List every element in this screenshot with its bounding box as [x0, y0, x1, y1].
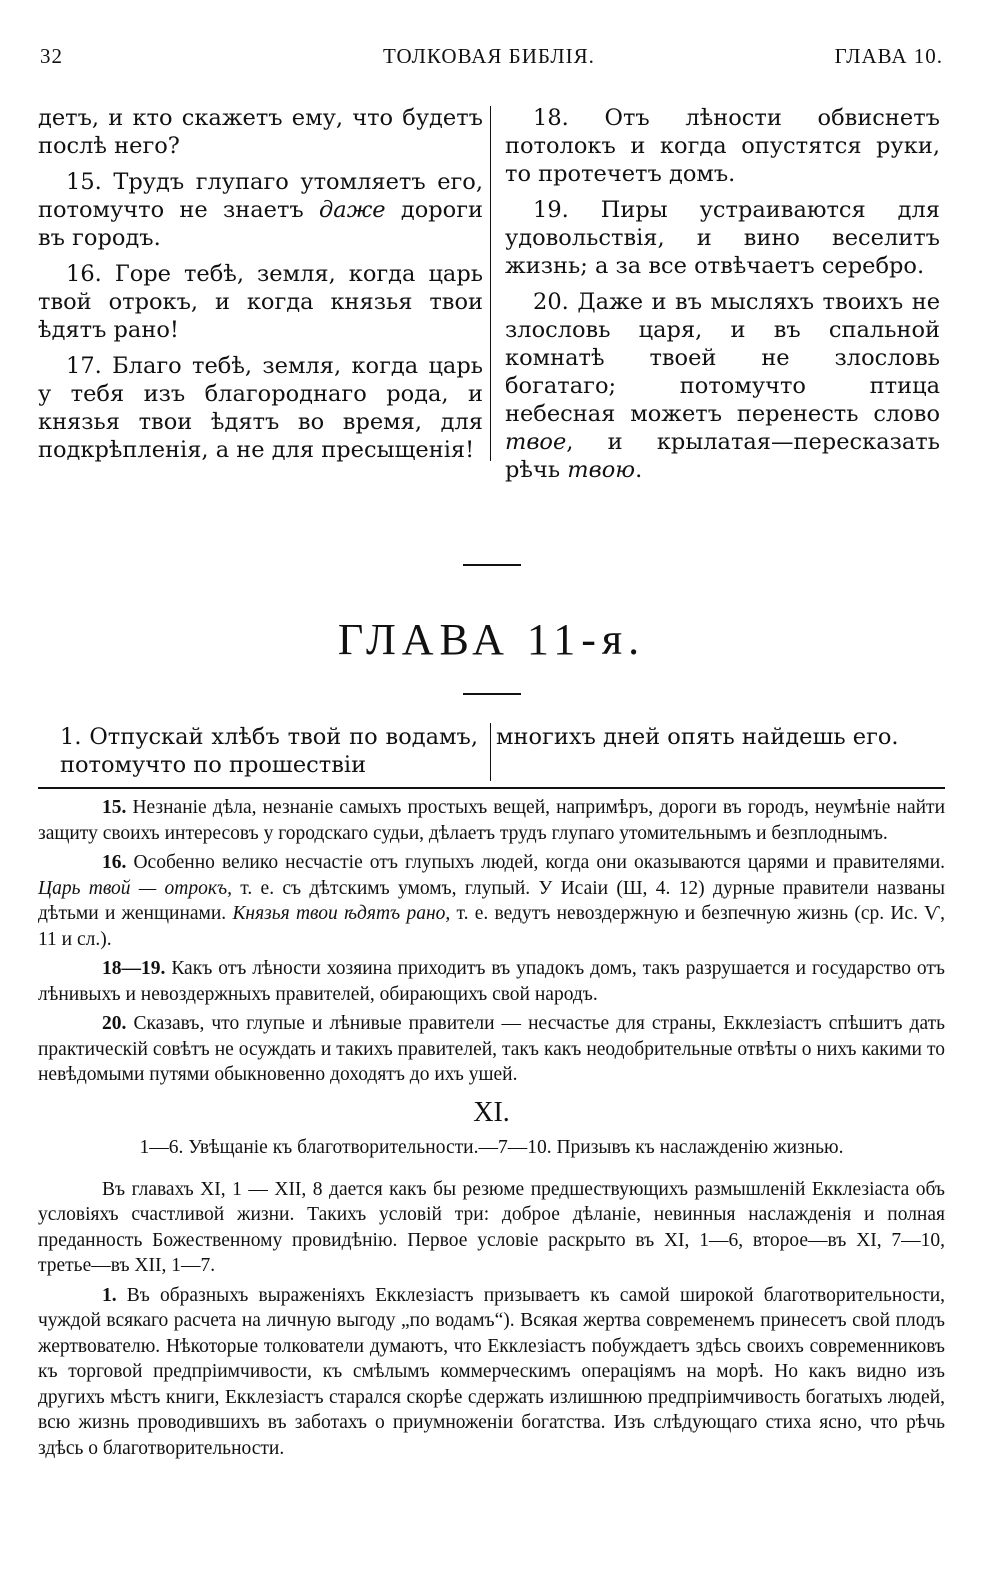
commentary-number: 18—19.	[102, 958, 166, 979]
column-divider	[490, 723, 491, 781]
verse-number: 16.	[66, 261, 102, 287]
italic-word: даже	[319, 197, 386, 223]
commentary-16: 16. Особенно велико несчастіе отъ глупыхъ людей, когда они оказываются царями и правителями. Царь твой — отрокъ, т. е. съ дѣтскимъ умомъ, глупый. У Исаіи (Ш, 4. 12) дурные правители названы дѣтьми и женщинами. Князья твои ѣдятъ рано, т. е. ведутъ невоздержную и безпечную жизнь (ср. Ис. Ѵ, 11 и сл.).	[38, 852, 945, 950]
commentary-20: 20. Сказавъ, что глупые и лѣнивые правители — несчастье для страны, Екклезіастъ спѣшитъ дать практическій совѣтъ не осуждать и такихъ правителей, такъ какъ неодобрительные отвѣты о нихъ какими то невѣдомыми путями обыкновенно доходятъ до ихъ ушей.	[38, 1013, 946, 1085]
intro-paragraph: Въ главахъ XI, 1 — XII, 8 дается какъ бы резюме предшествующихъ размышленій Екклезіаста объ условіяхъ счастливой жизни. Такихъ условій три: доброе дѣланіе, невинныя наслажденія и полная преданность Божественному провидѣнію. Первое условіе раскрыто въ XI, 1—6, второе—въ XI, 7—10, третье—въ XII, 1—7.	[38, 1178, 945, 1276]
commentary-11-1: 1. Въ образныхъ выраженіяхъ Екклезіастъ призываетъ къ самой широкой благотворительности, чуждой всякаго расчета на личную выгоду „по водамъ“). Всякая жертва современемъ принесетъ свой плодъ жертвователю. Нѣкоторые толкователи думаютъ, что Екклезіастъ побуждаетъ здѣсь своихъ современниковъ къ торговой предпріимчивости, къ смѣлымъ коммерческимъ операціямъ на морѣ. Но какъ видно изъ другихъ мѣстъ книги, Екклезіастъ старался скорѣе сдержать излишнюю предпріимчивость богатыхъ людей, всю жизнь проводившихъ въ заботахъ о приумноженіи богатства. Изъ слѣдующаго стиха ясно, что рѣчь здѣсь о благотворительности.	[38, 1284, 946, 1459]
book-title: ТОЛКОВАЯ БИБЛІЯ.	[383, 44, 595, 68]
running-header	[38, 30, 945, 70]
chapter-heading: ГЛАВА 11-я.	[337, 615, 646, 664]
commentary-number: 1.	[102, 1284, 117, 1306]
commentary-number: 15.	[102, 797, 127, 818]
verse-number: 19.	[533, 197, 569, 223]
book-page	[38, 30, 945, 1465]
verse-11-1-left: 1. Отпускай хлѣбъ твой по водамъ, потомучто по прошествіи	[60, 724, 478, 778]
running-chapter: ГЛАВА 10.	[834, 44, 943, 68]
verse-20: 20. Даже и въ мысляхъ твоихъ не злословь царя, и въ спальной комнатѣ твоей не злословь богатаго; потомучто птица небесная можетъ перенесть слово твое, и крылатая—пересказать рѣчь твою.	[505, 289, 941, 483]
verse-11-1-right: многихъ дней опять найдешь его.	[496, 724, 899, 750]
italic-quote: Царь твой — отрокъ,	[38, 877, 232, 899]
verse-column-left	[38, 104, 491, 492]
commentary-18-19: 18—19. Какъ отъ лѣности хозяина приходитъ въ упадокъ домъ, такъ разрушается и государство отъ лѣнивыхъ и невоздержныхъ правителей, обирающихъ свой народъ.	[38, 958, 945, 1005]
section-summary: 1—6. Увѣщаніе къ благотворительности.—7—10. Призывъ къ наслажденію жизнью.	[139, 1137, 844, 1158]
commentary	[38, 795, 945, 1461]
verse-number: 18.	[533, 105, 569, 131]
page-number: 32	[40, 44, 63, 68]
verse-number: 17.	[66, 353, 102, 379]
italic-word: твою	[567, 457, 636, 483]
verse-19: 19. Пиры устраиваются для удовольствія, и вино веселитъ жизнь; а за все отвѣчаетъ серебро.	[505, 197, 941, 279]
decorative-rule-top	[463, 564, 521, 566]
verse-number: 20.	[533, 289, 569, 315]
verse-16: 16. Горе тебѣ, земля, когда царь твой отрокъ, и когда князья твои ѣдятъ рано!	[38, 261, 483, 343]
verse-column-right	[491, 104, 940, 492]
verse-number: 15.	[66, 169, 102, 195]
decorative-rule-bottom	[463, 693, 521, 695]
commentary-number: 20.	[102, 1013, 127, 1034]
italic-word: твое	[505, 429, 567, 455]
italic-quote: Князья твои ѣдятъ рано,	[232, 903, 451, 924]
commentary-15: 15. Незнаніе дѣла, незнаніе самыхъ простыхъ вещей, напримѣръ, дороги въ городъ, неумѣніе найти защиту своихъ интересовъ у городскаго судьи, дѣлаетъ трудъ глупаго утомительнымъ и безплоднымъ.	[38, 797, 945, 844]
section-numeral: XI.	[473, 1096, 510, 1128]
verse-11-1	[38, 723, 945, 779]
commentary-separator	[38, 787, 945, 789]
verse-17: 17. Благо тебѣ, земля, когда царь у тебя изъ благороднаго рода, и князья твои ѣдятъ во время, для подкрѣпленія, а не для пресыщенія!	[38, 353, 483, 463]
column-divider	[490, 106, 491, 461]
verse-columns	[38, 104, 945, 492]
commentary-number: 16.	[102, 852, 127, 873]
verse-15: 15. Трудъ глупаго утомляетъ его, потомучто не знаетъ даже дороги въ городъ.	[38, 169, 483, 251]
verse-18: 18. Отъ лѣности обвиснетъ потолокъ и когда опустятся руки, то протечетъ домъ.	[505, 105, 940, 187]
verse-14-continuation: детъ, и кто скажетъ ему, что будетъ послѣ него?	[38, 105, 483, 159]
